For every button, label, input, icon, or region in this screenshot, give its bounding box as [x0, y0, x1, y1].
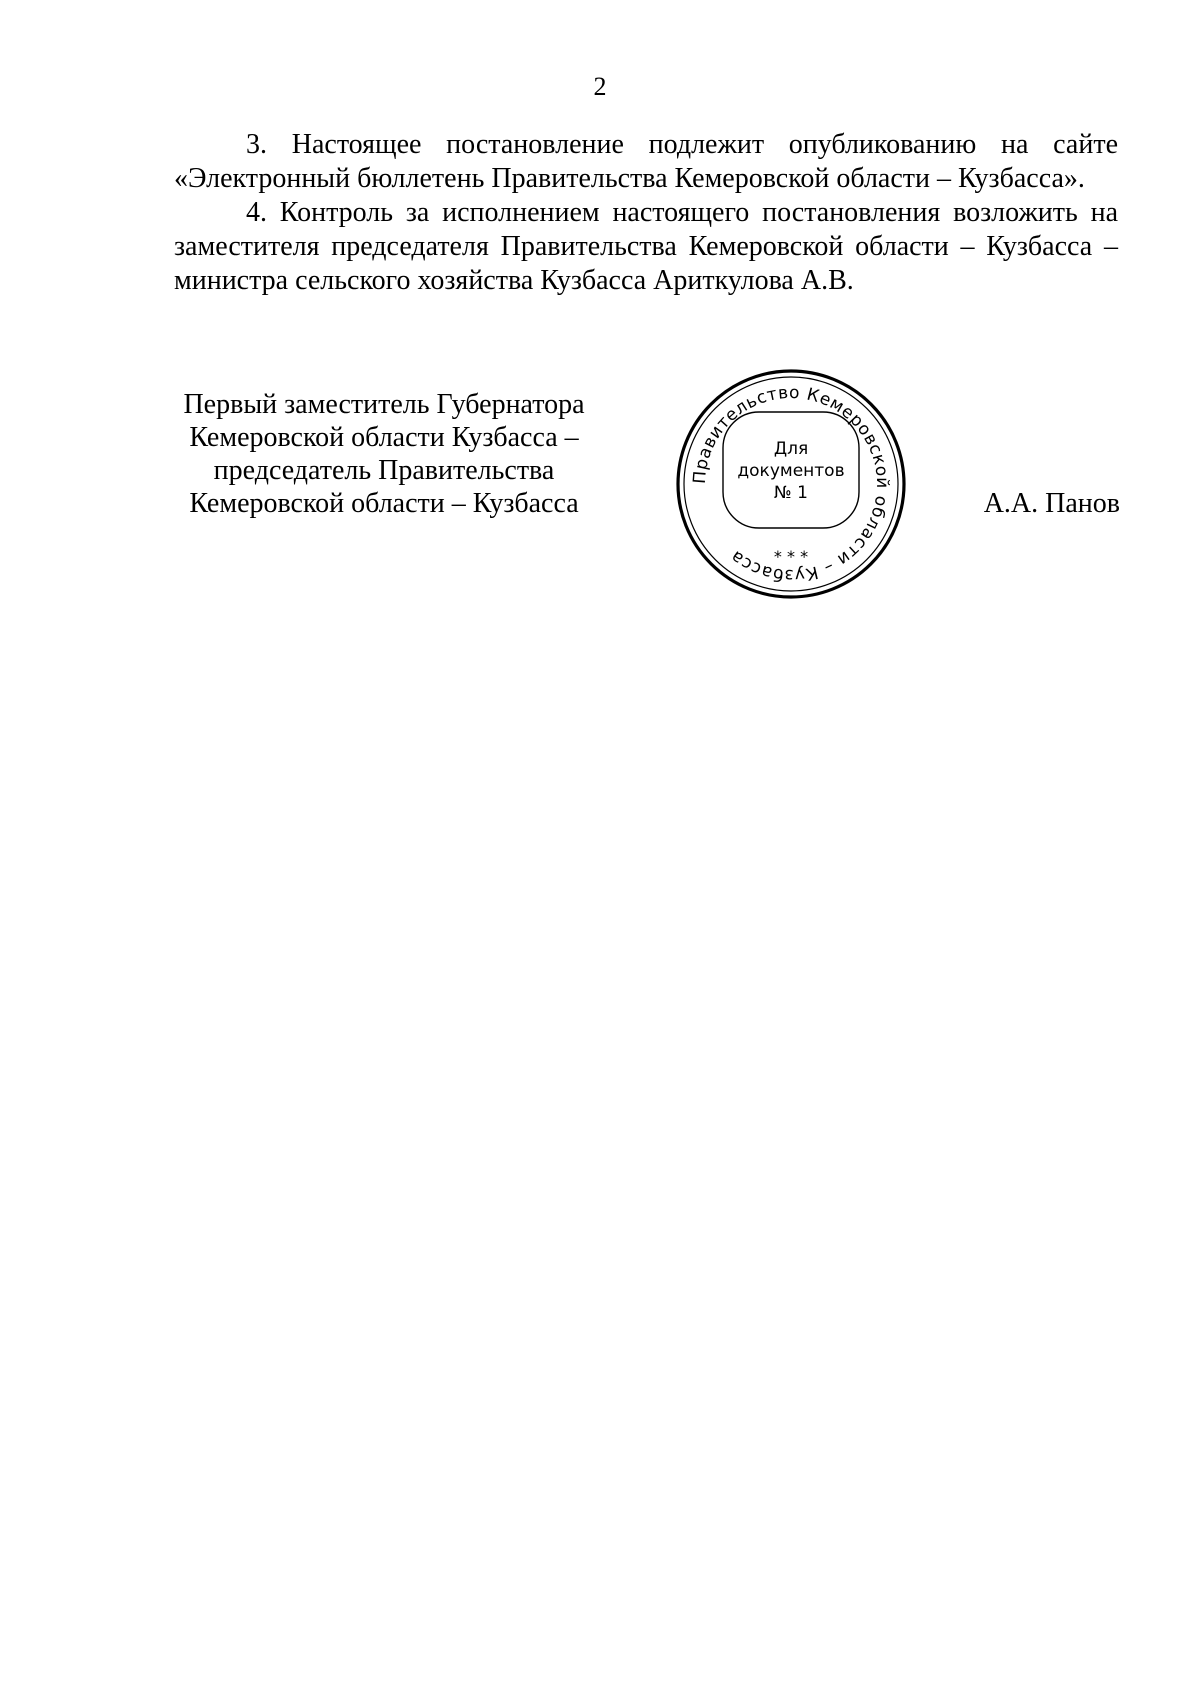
signatory-title-line: Кемеровской области – Кузбасса [189, 488, 579, 519]
seal-ring-text: Правительство Кемеровской области – Кузбасса [689, 382, 893, 586]
paragraph-publication: 3. Настоящее постановление подлежит опубликованию на сайте «Электронный бюллетень Правительства Кемеровской области – Кузбасса». [174, 129, 1118, 194]
seal-center-line: Для [773, 439, 809, 459]
signatory-title-line: председатель Правительства [213, 455, 555, 486]
seal-center-line: документов [737, 461, 845, 481]
seal-center-line: № 1 [774, 483, 808, 503]
official-seal-stamp [673, 366, 909, 602]
signatory-name: А.А. Панов [983, 488, 1120, 519]
paragraph-control: 4. Контроль за исполнением настоящего постановления возложить на заместителя председателя Правительства Кемеровской области – Кузбасса – министра сельского хозяйства Кузбасса Ариткулова А.В. [174, 197, 1118, 296]
page-number: 2 [593, 72, 607, 101]
signatory-title [174, 388, 594, 520]
document-body [174, 128, 1118, 298]
signatory-title-line: Первый заместитель Губернатора [183, 389, 585, 420]
signatory-title-line: Кемеровской области Кузбасса – [189, 422, 579, 453]
seal-graphic [673, 366, 909, 602]
seal-stars: * * * [773, 547, 809, 566]
